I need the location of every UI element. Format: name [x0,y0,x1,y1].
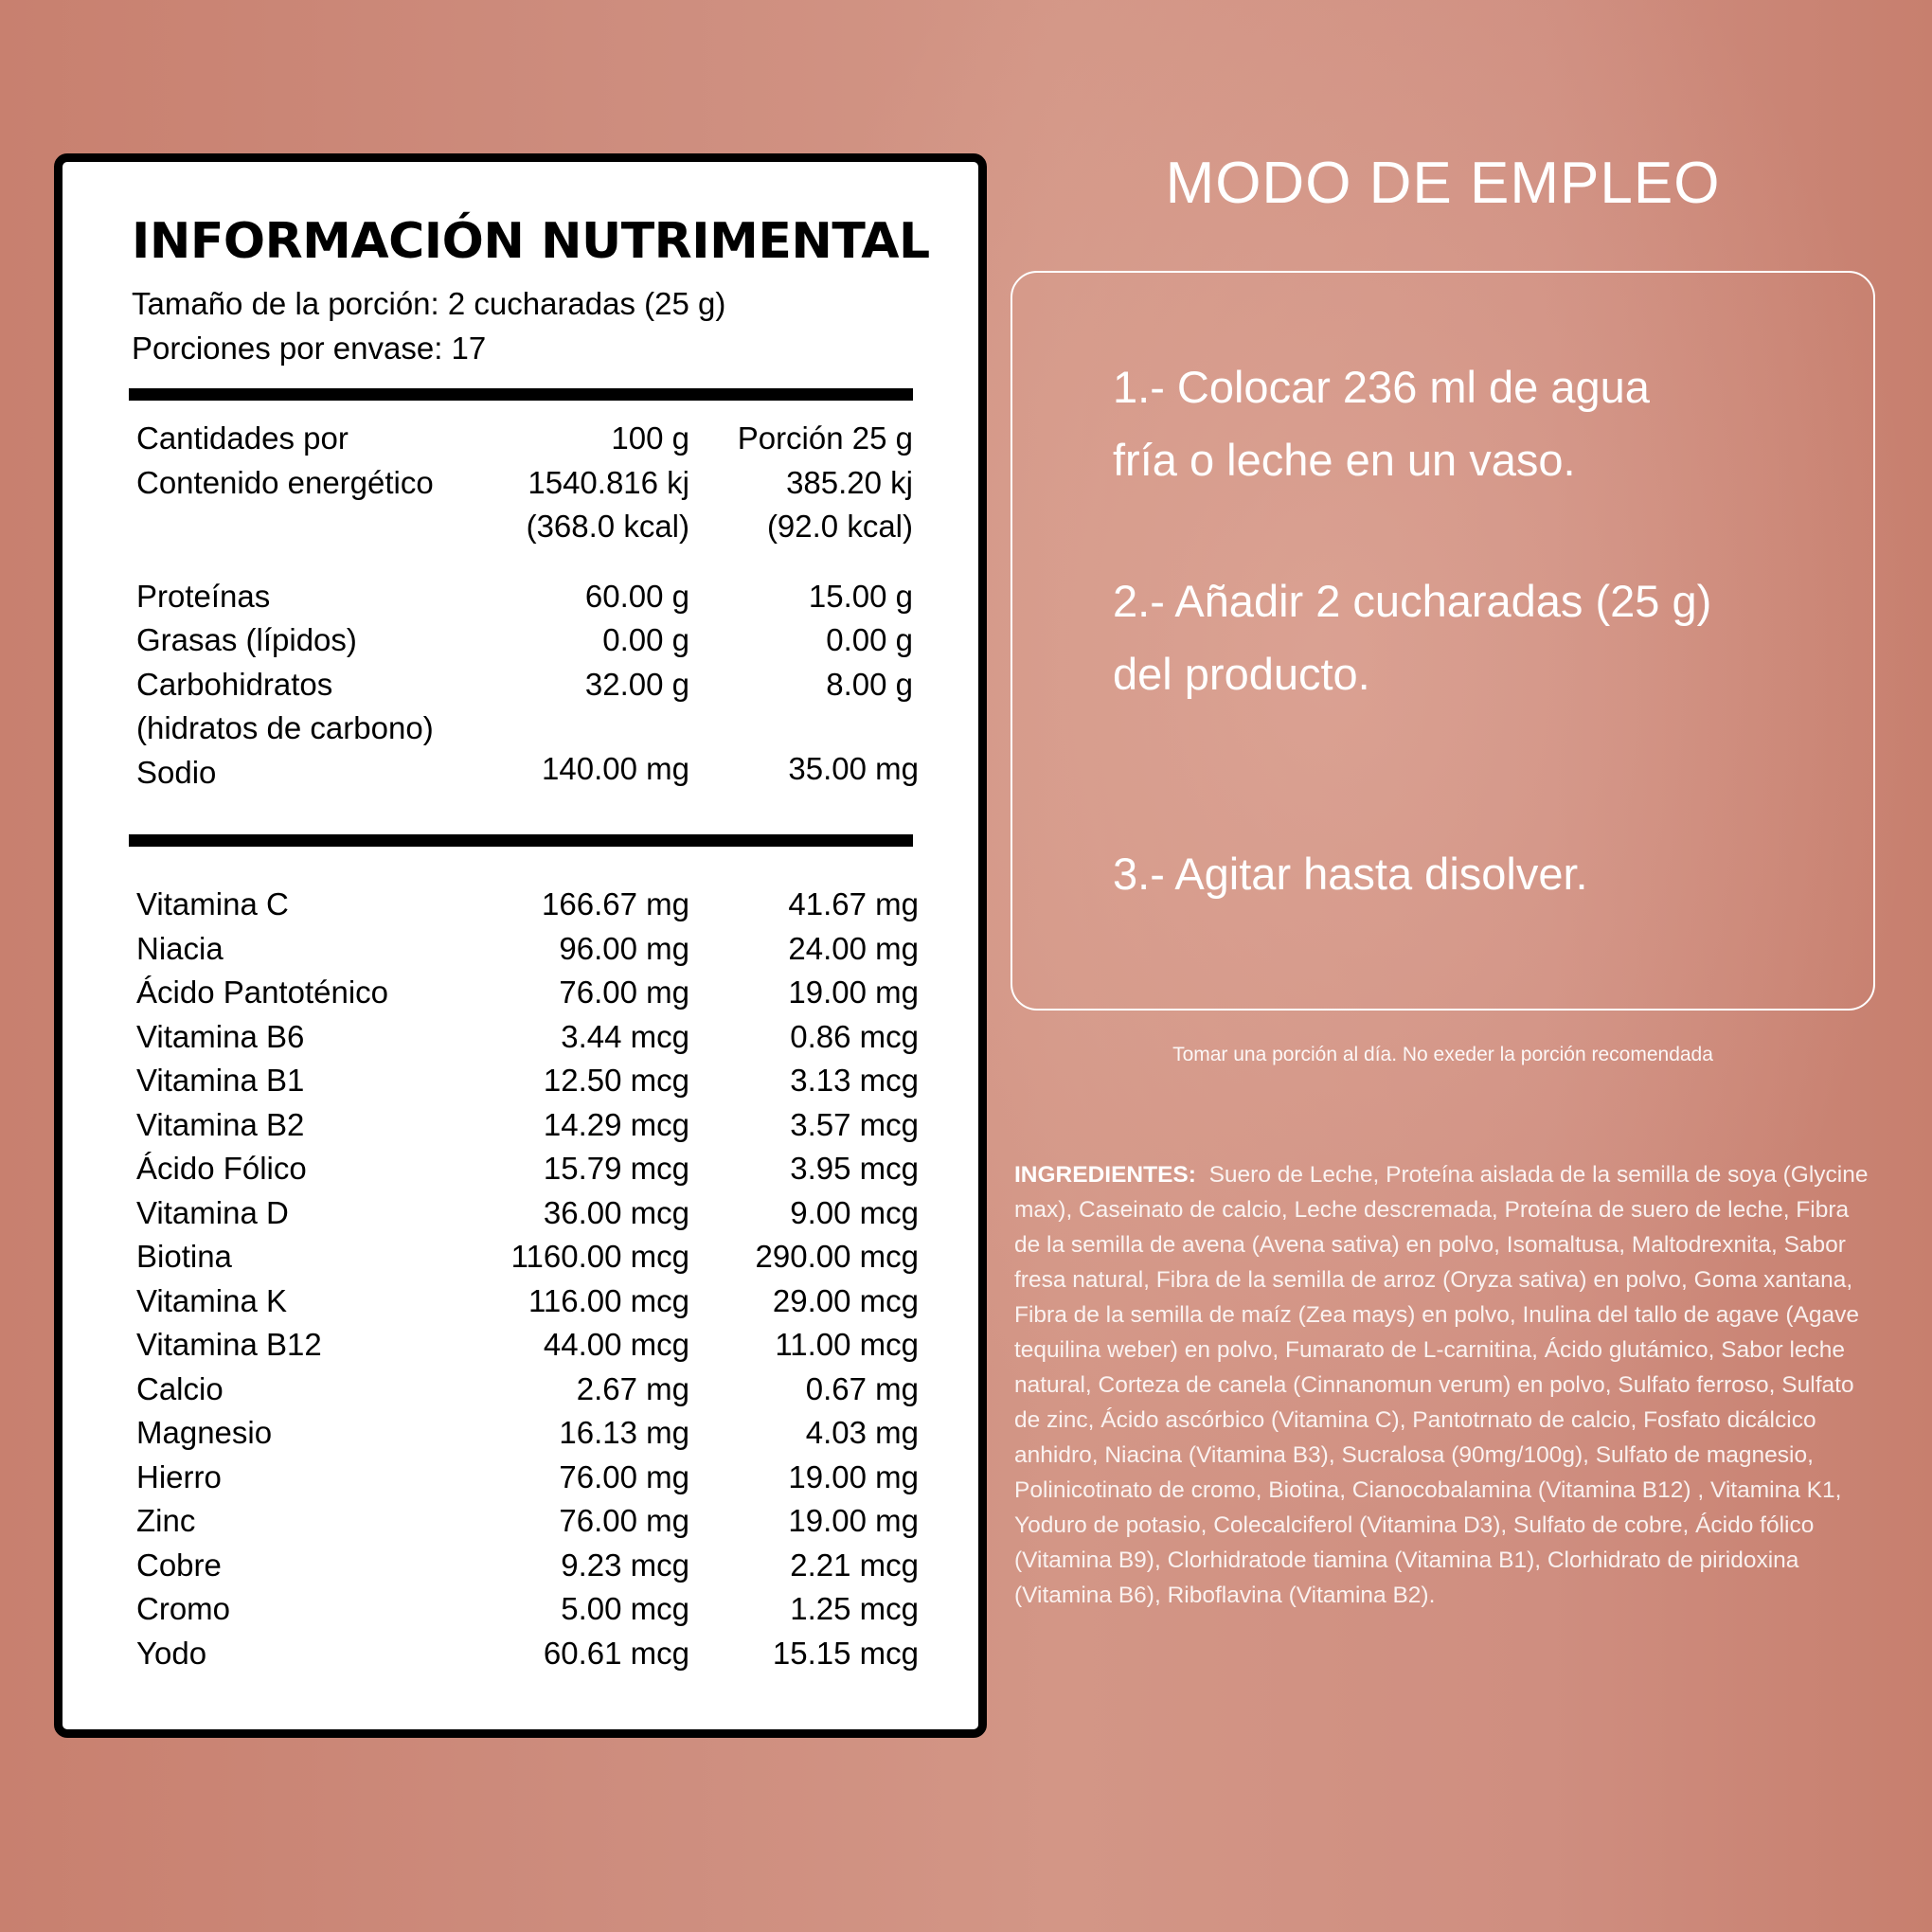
nutrient-name: (hidratos de carbono) [136,710,434,745]
micronutrient-row [136,1239,919,1282]
value-portion: 290.00 mcg [755,1239,919,1274]
value-100g: 76.00 mg [559,1458,689,1494]
value-100g: 5.00 mcg [561,1591,689,1626]
energy-row [136,465,913,509]
value-portion: 19.00 mg [788,1458,919,1494]
step-2 [1113,564,1852,710]
nutrient-name: Vitamina C [136,886,289,921]
value-100g: 76.00 mg [559,975,689,1010]
value-portion: 8.00 g [826,667,913,702]
directions-title: MODO DE EMPLEO [1165,151,1721,216]
nutrient-name: Sodio [136,755,217,790]
value-100g: 14.29 mcg [543,1106,689,1142]
ingredients-text: Suero de Leche, Proteína aislada de la semilla de soya (Glycine max), Caseinato de calcio, Leche descremada, Proteína de suero de leche, Fibra de la semilla de avena (Avena sativa) en polvo, Isomaltusa, Maltodrexnita, Sabor fresa natural, Fibra de la semilla de arroz (Oryza sativa) en polvo, Goma xantana, Fibra de la semilla de maíz (Zea mays) en polvo, Inulina del tallo de agave (Agave tequilina weber) en polvo, Fumarato de L-carnitina, Ácido glutámico, Sabor leche natural, Corteza de canela (Cinnanomun verum) en polvo, Sulfato ferroso, Sulfato de zinc, Ácido ascórbico (Vitamina C), Pantotrnato de calcio, Fosfato dicálcico anhidro, Niacina (Vitamina B3), Sucralosa (90mg/100g), Sulfato de magnesio, Polinicotinato de cromo, Biotina, Cianocobalamina (Vitamina B12) , Vitamina K1, Yoduro de potasio, Colecalciferol (Vitamina D3), Sulfato de cobre, Ácido fólico (Vitamina B9), Clorhidratode tiamina (Vitamina B1), Clorhidrato de piridoxina (Vitamina B6), Riboflavina (Vitamina B2). [1014,1162,1869,1608]
header-col-portion: Porción 25 g [737,420,913,456]
value-100g: 0.00 g [602,622,689,657]
step-2-line-2: del producto. [1113,649,1370,699]
value-portion: 9.00 mcg [790,1194,919,1230]
macro-row [136,667,913,710]
nutrient-name: Magnesio [136,1415,273,1450]
dosage-note: Tomar una porción al día. No exeder la porción recomendada [1172,1044,1713,1065]
energy-label: Contenido energético [136,465,434,500]
value-100g: 96.00 mg [559,930,689,966]
value-portion: 0.00 g [826,622,913,657]
nutrient-name: Zinc [136,1503,196,1538]
micronutrient-row [136,1458,919,1503]
micronutrient-row [136,1415,919,1458]
nutrient-name: Carbohidratos [136,667,333,702]
micronutrient-row [136,1635,919,1679]
value-100g: 15.79 mcg [543,1151,689,1186]
micronutrient-row [136,1151,919,1194]
energy-kcal-100g: (368.0 kcal) [526,509,689,544]
ingredients-label: INGREDIENTES: [1014,1162,1196,1188]
value-portion: 19.00 mg [788,1503,919,1538]
micronutrient-row [136,1018,919,1063]
step-3-line-1: 3.- Agitar hasta disolver. [1113,849,1588,899]
energy-kcal-portion: (92.0 kcal) [766,509,913,544]
micronutrient-row [136,930,919,975]
value-portion: 11.00 mcg [775,1327,919,1362]
energy-kcal-row [136,509,913,552]
value-portion: 35.00 mg [788,751,919,786]
divider-thick [129,388,913,401]
value-portion: 15.15 mcg [772,1635,919,1671]
micronutrient-row [136,975,919,1018]
value-portion: 3.57 mcg [790,1106,919,1142]
micronutrient-row [136,1063,919,1106]
servings-per-container: Porciones por envase: 17 [132,331,487,366]
value-100g: 166.67 mg [542,886,689,921]
value-100g: 76.00 mg [559,1503,689,1538]
nutrient-name: Cobre [136,1547,222,1583]
value-100g: 60.00 g [584,579,689,614]
micronutrient-row [136,1591,919,1635]
value-100g: 2.67 mg [576,1370,689,1406]
value-portion: 41.67 mg [788,886,919,921]
macro-row [136,579,913,622]
step-1-line-1: 1.- Colocar 236 ml de agua [1113,362,1650,412]
directions-box [1011,271,1875,1011]
value-portion: 0.67 mg [805,1370,919,1406]
nutrient-name: Vitamina B2 [136,1106,305,1142]
value-portion: 24.00 mg [788,930,919,966]
nutrition-facts-card [54,153,987,1738]
nutrient-name: Vitamina K [136,1282,287,1318]
nutrient-name: Vitamina B12 [136,1327,322,1362]
nutrient-name: Proteínas [136,579,271,614]
nutrient-name: Vitamina D [136,1194,289,1230]
step-2-line-1: 2.- Añadir 2 cucharadas (25 g) [1113,576,1712,626]
step-1 [1113,350,1852,496]
value-portion: 2.21 mcg [790,1547,919,1583]
value-portion: 0.86 mcg [790,1018,919,1054]
macro-row [136,751,919,798]
nutrient-name: Calcio [136,1370,224,1406]
divider-thick [129,834,913,847]
value-portion: 4.03 mg [805,1415,919,1450]
nutrient-name: Hierro [136,1458,222,1494]
energy-kj-100g: 1540.816 kj [528,465,689,500]
value-portion: 3.95 mcg [790,1151,919,1186]
value-100g: 36.00 mcg [543,1194,689,1230]
nutrition-title: INFORMACIÓN NUTRIMENTAL [132,213,930,270]
value-100g: 44.00 mcg [543,1327,689,1362]
value-portion: 19.00 mg [788,975,919,1010]
nutrient-name: Vitamina B6 [136,1018,305,1054]
value-100g: 32.00 g [584,667,689,702]
nutrient-name: Vitamina B1 [136,1063,305,1098]
header-row [136,420,913,464]
value-100g: 116.00 mcg [528,1282,689,1318]
header-col-100g: 100 g [611,420,689,456]
value-100g: 140.00 mg [542,751,689,786]
value-portion: 29.00 mcg [772,1282,919,1318]
value-100g: 9.23 mcg [561,1547,689,1583]
nutrient-name: Ácido Pantoténico [136,975,389,1010]
nutrient-name: Biotina [136,1239,232,1274]
micronutrient-row [136,1547,919,1591]
value-100g: 3.44 mcg [561,1018,689,1054]
nutrient-name: Cromo [136,1591,231,1626]
micronutrient-row [136,1106,919,1151]
step-3 [1113,837,1852,910]
step-1-line-2: fría o leche en un vaso. [1113,435,1576,485]
micronutrient-row [136,1327,919,1370]
micronutrient-row [136,1503,919,1547]
value-portion: 3.13 mcg [790,1063,919,1098]
header-label: Cantidades por [136,420,349,456]
value-100g: 12.50 mcg [543,1063,689,1098]
micronutrient-row [136,886,919,930]
micronutrient-row [136,1194,919,1239]
macro-row [136,622,913,666]
serving-size: Tamaño de la porción: 2 cucharadas (25 g) [132,286,726,321]
value-100g: 16.13 mg [559,1415,689,1450]
value-portion: 15.00 g [808,579,913,614]
micronutrient-row [136,1282,919,1327]
value-portion: 1.25 mcg [790,1591,919,1626]
nutrient-name: Ácido Fólico [136,1151,307,1186]
nutrient-name: Grasas (lípidos) [136,622,357,657]
energy-kj-portion: 385.20 kj [786,465,913,500]
nutrient-name: Yodo [136,1635,207,1671]
micronutrient-row [136,1370,919,1415]
value-100g: 1160.00 mcg [510,1239,689,1274]
nutrient-name: Niacia [136,930,224,966]
macro-row [136,710,913,754]
value-100g: 60.61 mcg [543,1635,689,1671]
ingredients-paragraph [1014,1157,1881,1613]
